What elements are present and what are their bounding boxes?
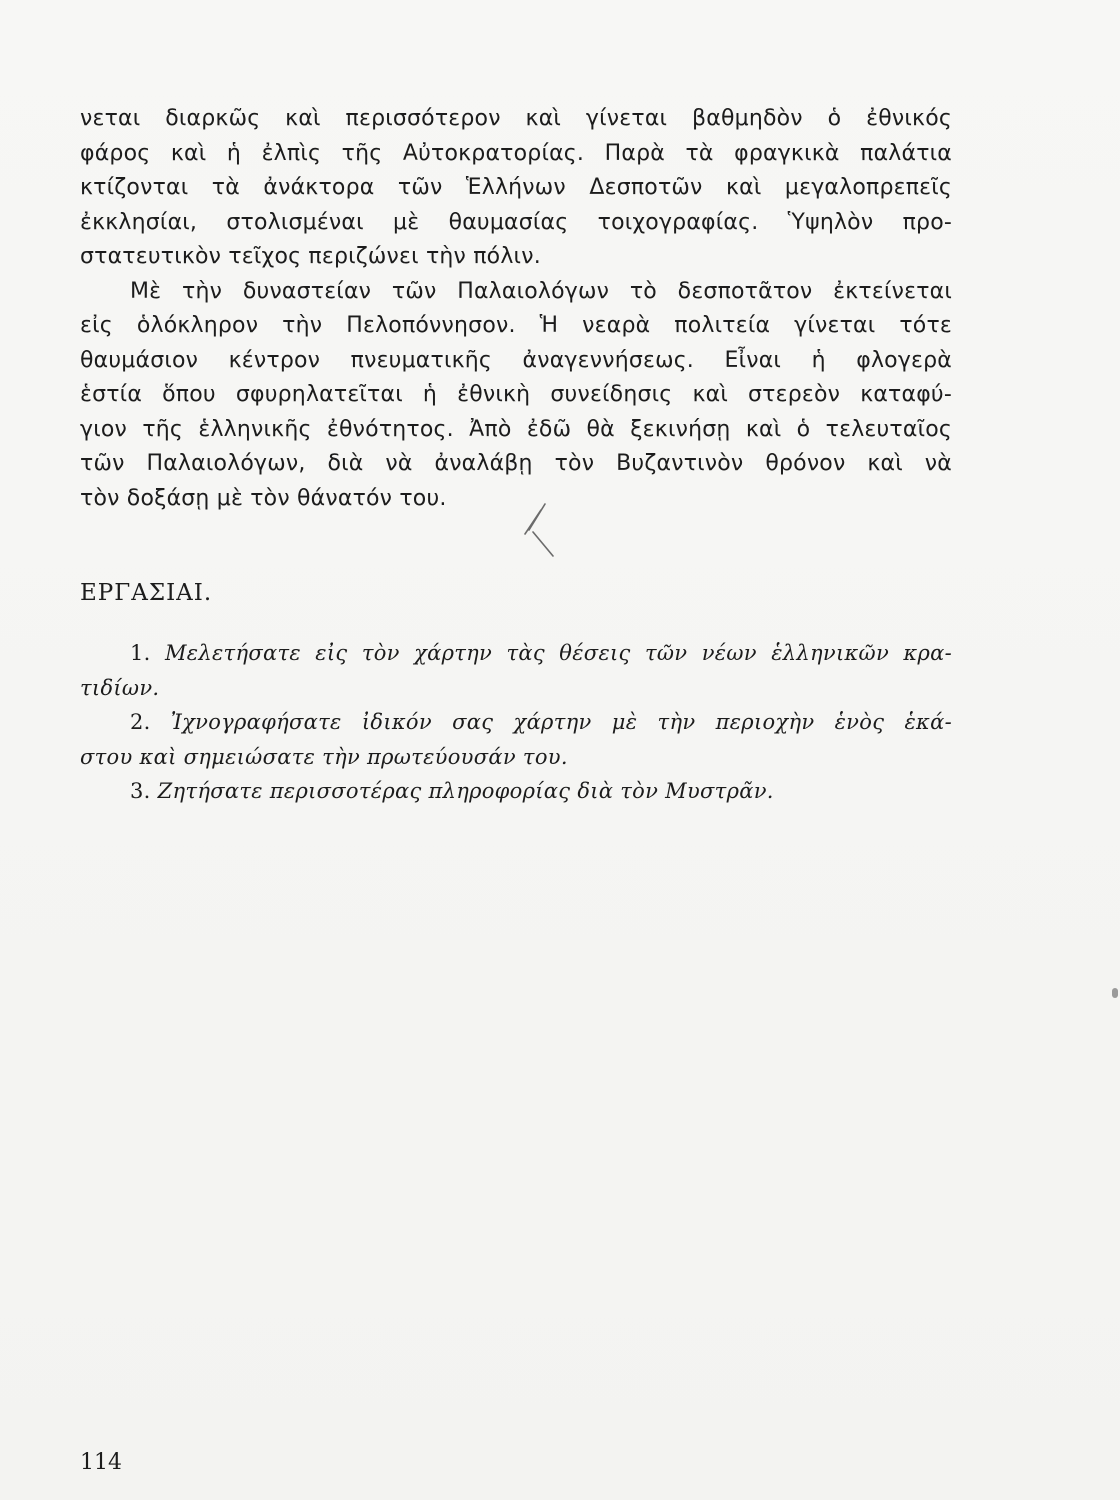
- paragraph2-line-3: θαυμάσιον κέντρον πνευματικῆς ἀναγεννήσεως. Εἶναι ἡ φλογερὰ: [80, 347, 952, 373]
- paragraph2-line-4: ἑστία ὅπου σφυρηλατεῖται ἡ ἐθνικὴ συνείδησις καὶ στερεὸν καταφύ-: [80, 382, 952, 407]
- exercises-list: [80, 635, 952, 808]
- exercise-item-2: [80, 704, 952, 739]
- paragraph1-line-4: ἐκκλησίαι, στολισμέναι μὲ θαυμασίας τοιχογραφίας. Ὑψηλὸν προ-: [80, 209, 952, 235]
- exercise-2-text-line-2: στου καὶ σημειώσατε τὴν πρωτεύουσάν του.: [80, 744, 568, 769]
- main-text: [80, 102, 952, 516]
- exercise-1-text-line-1: Μελετήσατε εἰς τὸν χάρτην τὰς θέσεις τῶν νέων ἑλληνικῶν κρα-: [165, 641, 952, 665]
- exercise-number-3: 3.: [130, 779, 151, 803]
- exercise-3-text-line-1: Ζητήσατε περισσοτέρας πληροφορίας διὰ τὸν Μυστρᾶν.: [157, 779, 774, 803]
- page-number: 114: [80, 1450, 122, 1475]
- exercise-1-text-line-2: τιδίων.: [80, 675, 160, 700]
- paragraph2-line-7: τὸν δοξάσῃ μὲ τὸν θάνατόν του.: [80, 485, 447, 511]
- paragraph2-line-2: εἰς ὁλόκληρον τὴν Πελοπόννησον. Ἡ νεαρὰ πολιτεία γίνεται τότε: [80, 313, 952, 338]
- paragraph2-line-1: Μὲ τὴν δυναστείαν τῶν Παλαιολόγων τὸ δεσποτᾶτον ἐκτείνεται: [130, 278, 952, 304]
- exercise-number-1: 1.: [130, 641, 151, 665]
- exercise-item-1: [80, 635, 952, 670]
- scan-artifact-dot: [1112, 988, 1118, 998]
- paragraph1-line-5: στατευτικὸν τεῖχος περιζώνει τὴν πόλιν.: [80, 244, 541, 269]
- exercise-2-text-line-1: Ἰχνογραφήσατε ἰδικόν σας χάρτην μὲ τὴν περιοχὴν ἑνὸς ἑκά-: [170, 710, 952, 734]
- exercises-heading: ΕΡΓΑΣΙΑΙ.: [80, 580, 213, 606]
- paragraph1-line-3: κτίζονται τὰ ἀνάκτορα τῶν Ἑλλήνων Δεσποτῶν καὶ μεγαλοπρεπεῖς: [80, 175, 952, 200]
- paragraph1-line-1: νεται διαρκῶς καὶ περισσότερον καὶ γίνεται βαθμηδὸν ὁ ἐθνικός: [80, 106, 952, 131]
- exercise-number-2: 2.: [130, 710, 151, 734]
- pencil-check-mark: [515, 500, 555, 560]
- paragraph2-line-5: γιον τῆς ἑλληνικῆς ἐθνότητος. Ἀπὸ ἐδῶ θὰ ξεκινήσῃ καὶ ὁ τελευταῖος: [80, 416, 952, 442]
- paragraph1-line-2: φάρος καὶ ἡ ἐλπὶς τῆς Αὐτοκρατορίας. Παρὰ τὰ φραγκικὰ παλάτια: [80, 140, 952, 166]
- exercise-item-3: [80, 773, 952, 808]
- paragraph2-line-6: τῶν Παλαιολόγων, διὰ νὰ ἀναλάβῃ τὸν Βυζαντινὸν θρόνον καὶ νὰ: [80, 451, 952, 476]
